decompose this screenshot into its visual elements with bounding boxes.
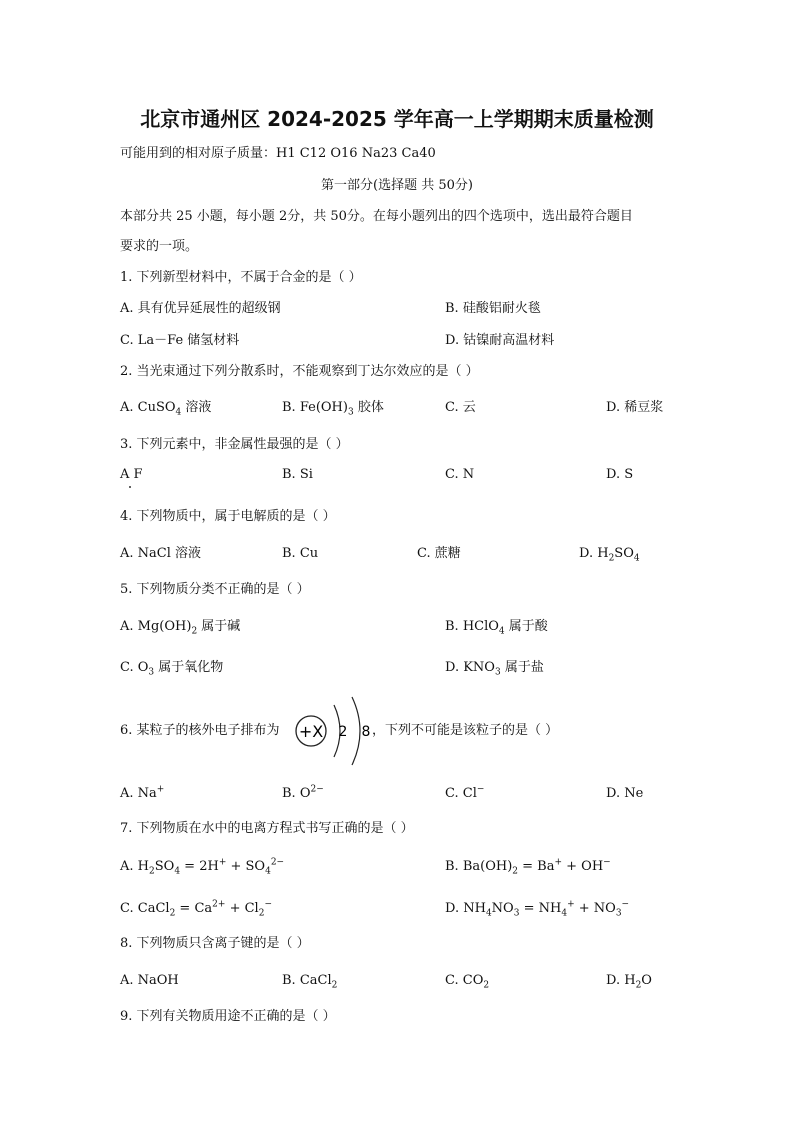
q4-option-b: B. Cu xyxy=(282,546,319,561)
q3-option-d: D. S xyxy=(606,467,634,482)
q8-option-d: D. $H_2O$ xyxy=(606,973,652,991)
q7-option-c: C. CaCl$_2$ = $Ca^{2+} + Cl_2^-$ xyxy=(120,899,272,919)
q2-option-d: D. 稀豆浆 xyxy=(606,400,664,415)
q5-stem: 5. 下列物质分类不正确的是（ ） xyxy=(120,582,310,597)
q5-option-a: A. $Mg(OH)_2$ 属于碱 xyxy=(120,619,241,637)
q3-stem: 3. 下列元素中，非金属性最强的是（ ） xyxy=(120,437,349,452)
atomic-structure-diagram xyxy=(294,695,384,767)
q2-option-c: C. 云 xyxy=(445,400,476,415)
part1-heading: 第一部分(选择题 共 50分) xyxy=(321,178,473,193)
q7-option-a: A. $H_2SO_4 = 2H^+ + SO_4^{2-}$ xyxy=(120,857,285,877)
q8-option-c: C. $CO_2$ xyxy=(445,973,490,991)
q7-stem: 7. 下列物质在水中的电离方程式书写正确的是（ ） xyxy=(120,821,414,836)
q6-option-b: B. $O^{2-}$ xyxy=(282,784,324,801)
q8-option-a: A. NaOH xyxy=(120,973,179,988)
q7-option-d: D. $NH_4NO_3 = NH_4^+ + NO_3^-$ xyxy=(445,899,630,919)
q5-option-b: B. HClO$_4$ 属于酸 xyxy=(445,619,548,637)
shell-arc-2 xyxy=(352,697,360,765)
exam-title: 北京市通州区 2024-2025 学年高一上学期期末质量检测 xyxy=(140,107,654,131)
q8-stem: 8. 下列物质只含离子键的是（ ） xyxy=(120,936,310,951)
q8-option-b: B. CaCl$_2$ xyxy=(282,973,338,991)
q1-stem: 1. 下列新型材料中，不属于合金的是（ ） xyxy=(120,270,362,285)
q1-option-a: A. 具有优异延展性的超级钢 xyxy=(120,301,281,316)
q1-option-c: C. La－Fe 储氢材料 xyxy=(120,333,240,348)
shell2-electrons: 8 xyxy=(361,724,371,740)
q2-stem: 2. 当光束通过下列分散系时，不能观察到丁达尔效应的是（ ） xyxy=(120,364,479,379)
q6-stem-post: ，下列不可能是该粒子的是（ ） xyxy=(372,723,559,738)
part1-intro-line1: 本部分共 25 小题，每小题 2分，共 50分。在每小题列出的四个选项中，选出最符合题目 xyxy=(120,209,633,224)
stray-dot xyxy=(129,486,131,488)
q3-option-b: B. Si xyxy=(282,467,313,482)
q4-stem: 4. 下列物质中，属于电解质的是（ ） xyxy=(120,509,336,524)
q5-option-c: C. $O_3$ 属于氧化物 xyxy=(120,660,224,678)
q4-option-a: A. NaCl 溶液 xyxy=(120,546,202,561)
q3-option-a: A F xyxy=(120,467,143,482)
q6-option-a: A. Na+ xyxy=(120,784,165,801)
atomic-masses-line: 可能用到的相对原子质量：H1 C12 O16 Na23 Ca40 xyxy=(120,146,436,161)
q1-option-d: D. 钴镍耐高温材料 xyxy=(445,333,555,348)
q1-option-b: B. 硅酸铝耐火毯 xyxy=(445,301,541,316)
q4-option-c: C. 蔗糖 xyxy=(417,546,461,561)
q3-option-c: C. N xyxy=(445,467,475,482)
q2-option-b: B. $Fe(OH)_3$ 胶体 xyxy=(282,400,384,418)
q6-stem-pre: 6. 某粒子的核外电子排布为 xyxy=(120,723,280,738)
q6-option-c: C. Cl− xyxy=(445,784,485,801)
part1-intro-line2: 要求的一项。 xyxy=(120,239,199,254)
q5-option-d: D. $KNO_3$ 属于盐 xyxy=(445,660,544,678)
q7-option-b: B. $Ba(OH)_2 = Ba^+ + OH^-$ xyxy=(445,857,611,877)
q4-option-d: D. $H_2SO_4$ xyxy=(579,546,640,564)
q2-option-a: A. CuSO$_4$ 溶液 xyxy=(120,400,212,418)
q9-stem: 9. 下列有关物质用途不正确的是（ ） xyxy=(120,1009,336,1024)
q6-option-d: D. Ne xyxy=(606,786,644,801)
nucleus-label: +X xyxy=(298,722,324,741)
shell1-electrons: 2 xyxy=(338,724,348,740)
